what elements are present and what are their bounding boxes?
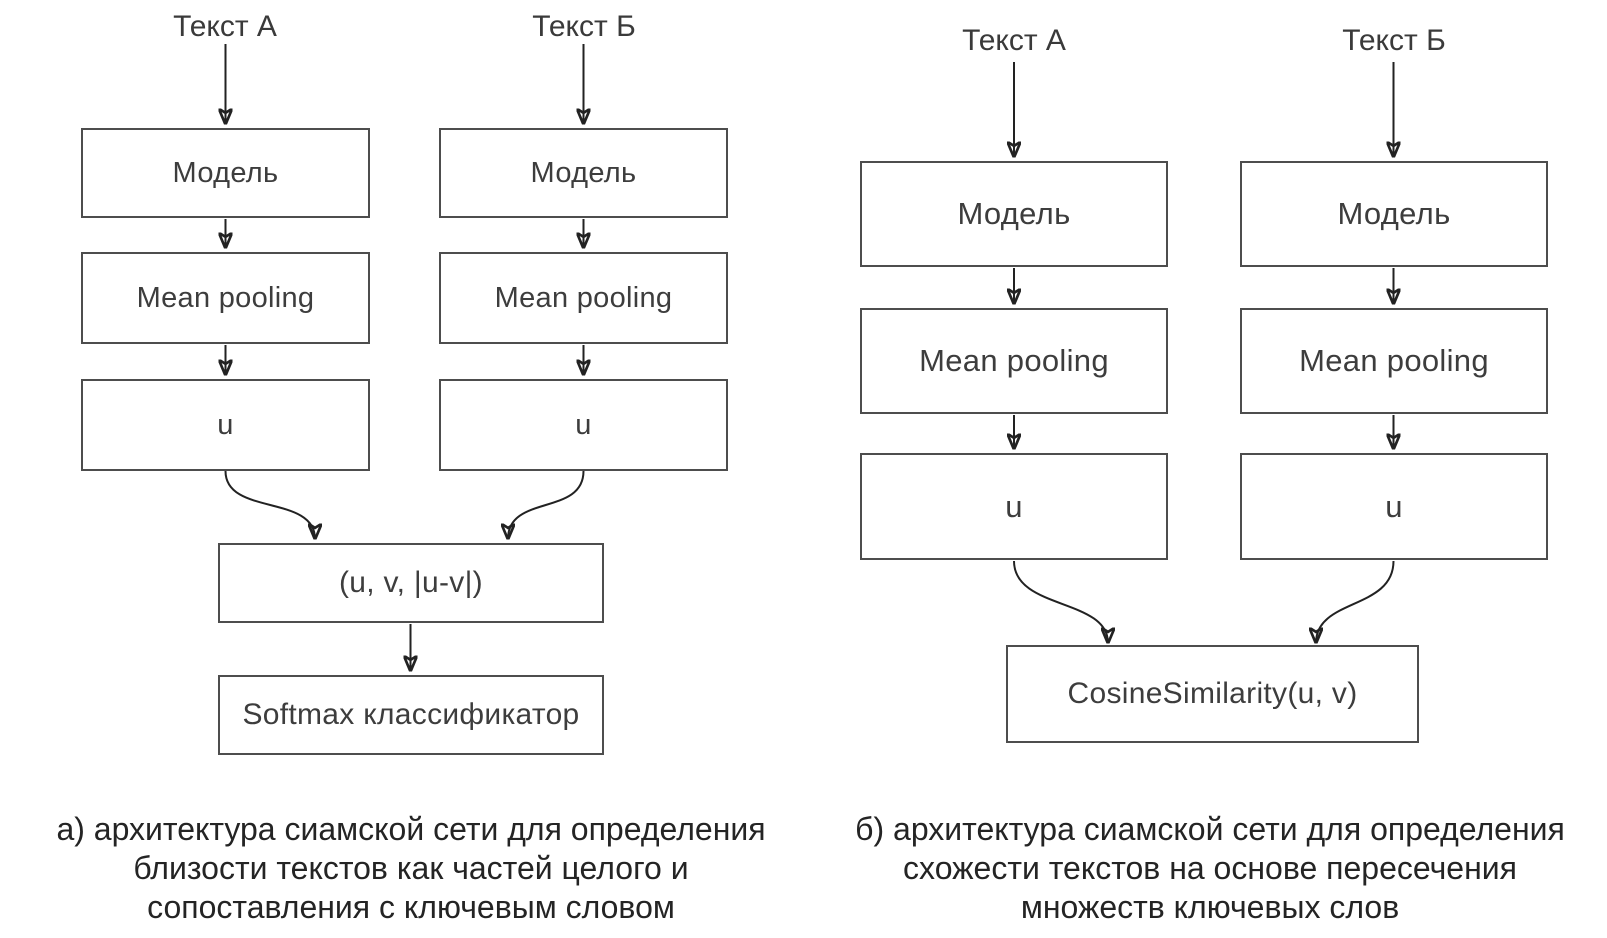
diagram-a-model-box-left: Модель — [81, 128, 370, 218]
diagram-a-pooling-box-right: Mean pooling — [439, 252, 728, 344]
diagram-a-caption — [31, 810, 791, 927]
diagram-b-caption — [830, 810, 1590, 927]
diagram-b-u-box-left: u — [860, 453, 1168, 560]
diagram-b-model-box-right: Модель — [1240, 161, 1548, 267]
curve-a-u-right-to-concat — [508, 471, 584, 539]
diagram-a-u-box-left: u — [81, 379, 370, 471]
diagram-a-pooling-box-left: Mean pooling — [81, 252, 370, 344]
diagram-b-pooling-box-left: Mean pooling — [860, 308, 1168, 414]
diagram-b-u-box-right: u — [1240, 453, 1548, 560]
curve-a-u-left-to-concat — [226, 471, 316, 539]
diagram-b-input-b-label: Текст Б — [1342, 24, 1446, 57]
diagram-a-caption-line1: а) архитектура сиамской сети для определения — [56, 811, 766, 847]
diagram-b-caption-line3: множеств ключевых слов — [1020, 889, 1400, 925]
diagram-a-concat-box: (u, v, |u-v|) — [218, 543, 604, 623]
diagram-a-u-box-right: u — [439, 379, 728, 471]
diagram-b-model-box-left: Модель — [860, 161, 1168, 267]
diagram-b-caption-line1: б) архитектура сиамской сети для определения — [855, 811, 1565, 847]
curve-b-u-right-to-similarity — [1316, 561, 1394, 643]
diagram-b-caption-line2: схожести текстов на основе пересечения — [903, 850, 1517, 886]
diagram-a-input-b-label: Текст Б — [532, 10, 636, 43]
diagram-a-caption-line3: сопоставления с ключевым словом — [147, 889, 675, 925]
diagram-a-model-box-right: Модель — [439, 128, 728, 218]
curve-b-u-left-to-similarity — [1014, 561, 1108, 643]
diagram-a-input-a-label: Текст А — [173, 10, 277, 43]
diagram-b-input-a-label: Текст А — [962, 24, 1066, 57]
diagram-b-similarity-box: CosineSimilarity(u, v) — [1006, 645, 1419, 743]
diagram-a-caption-line2: близости текстов как частей целого и — [133, 850, 689, 886]
diagram-a-softmax-box: Softmax классификатор — [218, 675, 604, 755]
diagram-b-pooling-box-right: Mean pooling — [1240, 308, 1548, 414]
